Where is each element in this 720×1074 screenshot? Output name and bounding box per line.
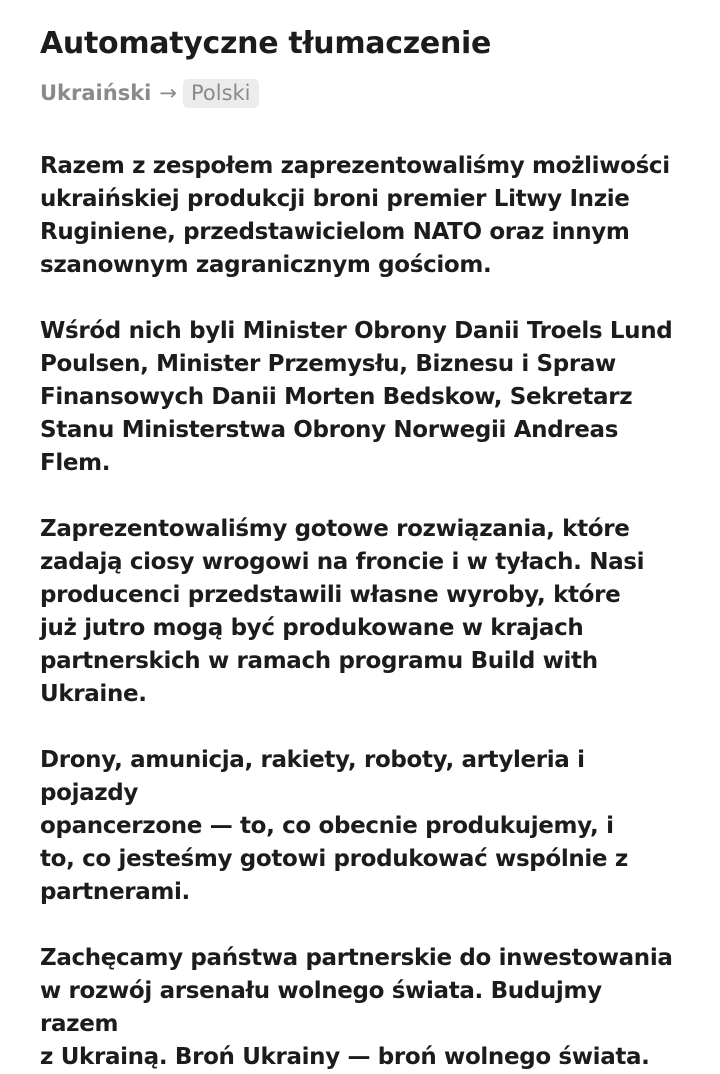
paragraph-3: Zaprezentowaliśmy gotowe rozwiązania, które zadają ciosy wrogowi na froncie i w tyłach. Nasi producenci przedstawili własne wyroby, które już jutro mogą być produkowane w krajach partnerskich w ramach programu Build with Ukraine. [40,516,645,707]
arrow-right-icon: → [159,81,177,105]
paragraph-2: Wśród nich byli Minister Obrony Danii Troels Lund Poulsen, Minister Przemysłu, Biznesu i Spraw Finansowych Danii Morten Bedskow, Sekretarz Stanu Ministerstwa Obrony Norwegii Andreas Flem. [40,318,673,476]
target-language-button[interactable]: Polski [183,79,259,108]
paragraph-4: Drony, amunicja, rakiety, roboty, artyleria i pojazdy opancerzone — to, co obecnie produkujemy, i to, co jesteśmy gotowi produkować wspólnie z partnerami. [40,747,628,905]
paragraph-1: Razem z zespołem zaprezentowaliśmy możliwości ukraińskiej produkcji broni premier Litwy Inzie Ruginiene, przedstawicielom NATO oraz innym szanownym zagranicznym gościom. [40,153,670,278]
paragraph-5: Zachęcamy państwa partnerskie do inwestowania w rozwój arsenału wolnego świata. Budujmy razem z Ukrainą. Broń Ukrainy — broń wolnego świata. [40,945,673,1070]
translated-text [40,150,680,1074]
sheet-title: Automatyczne tłumaczenie [40,26,492,61]
source-language[interactable]: Ukraiński [40,81,152,105]
language-pair [40,78,680,108]
